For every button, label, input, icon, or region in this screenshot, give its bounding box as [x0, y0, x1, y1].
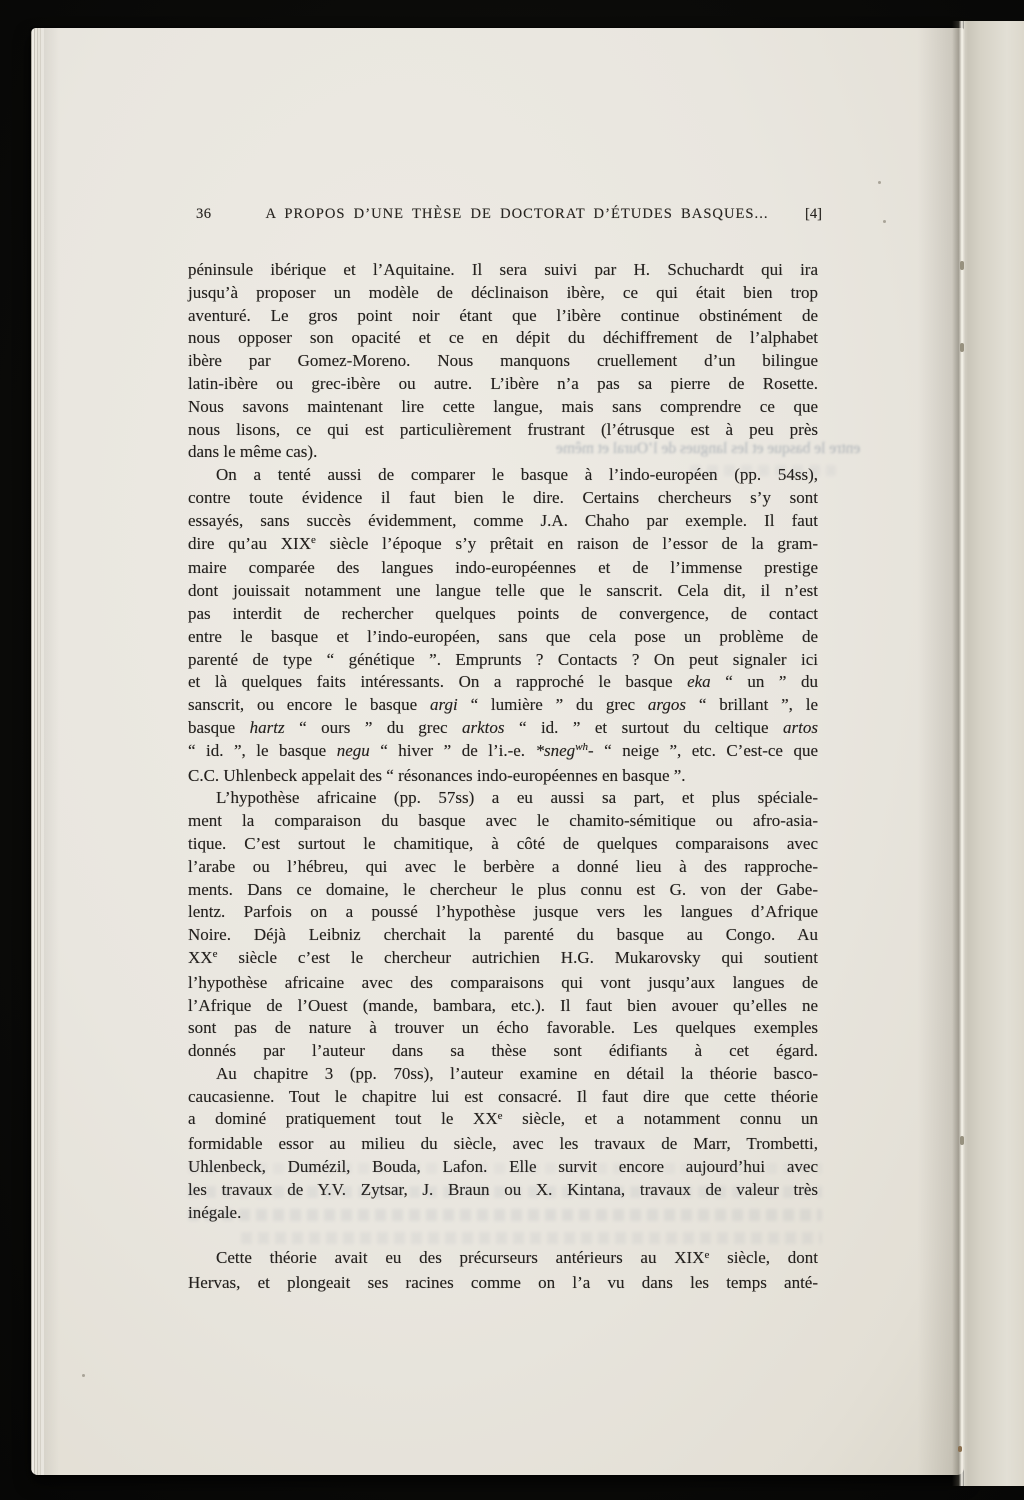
paragraph — [188, 464, 818, 787]
text-line: péninsule ibérique et l’Aquitaine. Il sera suivi par H. Schuchardt qui ira — [188, 260, 818, 279]
running-header — [188, 205, 822, 224]
text-line: Uhlenbeck, Dumézil, Bouda, Lafon. Elle survit encore aujourd’hui avec — [188, 1157, 818, 1177]
text-line: Noire. Déjà Leibniz cherchait la parenté du basque au Congo. Au — [188, 925, 818, 945]
bleedthrough-text: entre le basque et les langues de l’Oural et même — [556, 440, 861, 457]
text-line: entre le basque et l’indo-européen, sans que cela pose un problème de — [188, 626, 818, 646]
text-line: Hervas, et plongeait ses racines comme on l’a vu dans les temps anté- — [188, 1273, 818, 1293]
text-line: L’hypothèse africaine (pp. 57ss) a eu aussi sa part, et plus spéciale- — [216, 788, 818, 808]
adjacent-page — [964, 21, 1024, 1486]
body-text — [188, 259, 818, 1295]
gutter-crease — [952, 21, 968, 1486]
text-line: aventuré. Le gros point noir étant que l’ibère continue obstinément de — [188, 305, 818, 325]
text-line: les travaux de Y.V. Zytsar, J. Braun ou X. Kintana, travaux de valeur très — [188, 1179, 818, 1199]
dust-speck — [883, 220, 886, 223]
text-line: ibère par Gomez-Moreno. Nous manquons cruellement d’un bilingue — [188, 351, 818, 371]
text-line: caucasienne. Tout le chapitre lui est consacré. Il faut dire que cette théorie — [188, 1086, 818, 1106]
dust-speck — [82, 1374, 85, 1377]
text-line: maire comparée des langues indo-européennes et de l’immense prestige — [188, 558, 818, 578]
text-line: sont pas de nature à trouver un écho favorable. Les quelques exemples — [188, 1018, 818, 1038]
text-line: XXe siècle c’est le chercheur autrichien H.G. Mukarovsky qui soutient — [188, 947, 818, 967]
text-line: ment la comparaison du basque avec le chamito-sémitique ou afro-asia- — [188, 811, 818, 831]
text-line: contre toute évidence il faut bien le dire. Certains chercheurs s’y sont — [188, 487, 818, 507]
text-line: dans le même cas). — [188, 442, 318, 462]
text-line: formidable essor au milieu du siècle, avec les travaux de Marr, Trombetti, — [188, 1134, 818, 1154]
text-line: basque hartz “ ours ” du grec arktos “ id. ” et surtout du celtique artos — [188, 717, 818, 737]
text-line: Nous savons maintenant lire cette langue, mais sans comprendre ce que — [188, 396, 818, 416]
text-line: et là quelques faits intéressants. On a rapproché le basque eka “ un ” du — [188, 672, 818, 692]
stitch-mark — [960, 1136, 964, 1145]
stitch-mark — [960, 261, 964, 270]
text-line: Cette théorie avait eu des précurseurs antérieurs au XIXe siècle, dont — [216, 1248, 818, 1268]
text-line: nous opposer son opacité et ce en dépit du déchiffrement de l’alphabet — [188, 328, 818, 348]
text-line: l’hypothèse africaine avec des comparaisons qui vont jusqu’aux langues de — [188, 972, 818, 992]
book-page — [31, 28, 964, 1475]
bleedthrough-smudge — [690, 465, 836, 476]
bleedthrough-smudge — [241, 1232, 822, 1244]
stitch-mark — [958, 1446, 962, 1452]
issue-marker: [4] — [804, 206, 822, 222]
text-line: jusqu’à proposer un modèle de déclinaison ibère, ce qui était bien trop — [188, 282, 818, 302]
text-line: a dominé pratiquement tout le XXe siècle, et a notamment connu un — [188, 1109, 818, 1129]
text-line: latin-ibère ou grec-ibère ou autre. L’ibère n’a pas sa pierre de Rosette. — [188, 373, 818, 393]
bleedthrough-smudge — [188, 1186, 822, 1198]
text-line: ments. Dans ce domaine, le chercheur le plus connu est G. von der Gabe- — [188, 879, 818, 899]
bleedthrough-smudge — [188, 1163, 822, 1174]
dust-speck — [878, 181, 881, 184]
paragraph — [188, 1247, 818, 1295]
text-line: nous lisons, ce qui est particulièrement frustrant (l’étrusque est à peu près — [188, 419, 818, 439]
page-number: 36 — [196, 206, 212, 222]
text-line: C.C. Uhlenbeck appelait des “ résonances indo-européennes en basque ”. — [188, 765, 686, 785]
text-line: sanscrit, ou encore le basque argi “ lumière ” du grec argos “ brillant ”, le — [188, 695, 819, 715]
text-line: dire qu’au XIXe siècle l’époque s’y prêtait en raison de l’essor de la gram- — [188, 533, 818, 553]
text-line: pas interdit de rechercher quelques points de convergence, de contact — [188, 603, 818, 623]
running-title: A PROPOS D’UNE THÈSE DE DOCTORAT D’ÉTUDES BASQUES... — [265, 206, 769, 222]
text-line: inégale. — [188, 1202, 242, 1222]
text-line: l’arabe ou l’hébreu, qui avec le berbère a donné lieu à des rapproche- — [188, 856, 818, 876]
text-line: lentz. Parfois on a poussé l’hypothèse jusque vers les langues d’Afrique — [188, 902, 818, 922]
text-line: “ id. ”, le basque negu “ hiver ” de l’i.-e. *sneg$^{wh}$- “ neige ”, etc. C’est-ce que — [188, 740, 818, 760]
page-stack-edge — [31, 28, 44, 1475]
paragraph — [188, 259, 818, 464]
text-line: l’Afrique de l’Ouest (mande, bambara, etc.). Il faut bien avouer qu’elles ne — [188, 995, 818, 1015]
paragraph — [188, 1063, 818, 1225]
text-line: tique. C’est surtout le chamitique, à côté de quelques comparaisons avec — [188, 833, 818, 853]
text-line: essayés, sans succès évidemment, comme J.A. Chaho par exemple. Il faut — [188, 510, 818, 530]
bleedthrough-smudge — [188, 1209, 822, 1221]
text-line: dont jouissait notamment une langue telle que le sanscrit. Cela dit, il n’est — [188, 581, 818, 601]
stitch-mark — [960, 343, 964, 352]
text-line: Au chapitre 3 (pp. 70ss), l’auteur examine en détail la théorie basco- — [216, 1063, 818, 1083]
text-line: On a tenté aussi de comparer le basque à l’indo-européen (pp. 54ss), — [216, 465, 818, 485]
text-line: parenté de type “ génétique ”. Emprunts ? Contacts ? On peut signaler ici — [188, 649, 818, 669]
text-line: donnés par l’auteur dans sa thèse sont édifiants à cet égard. — [188, 1041, 818, 1061]
paragraph — [188, 787, 818, 1063]
